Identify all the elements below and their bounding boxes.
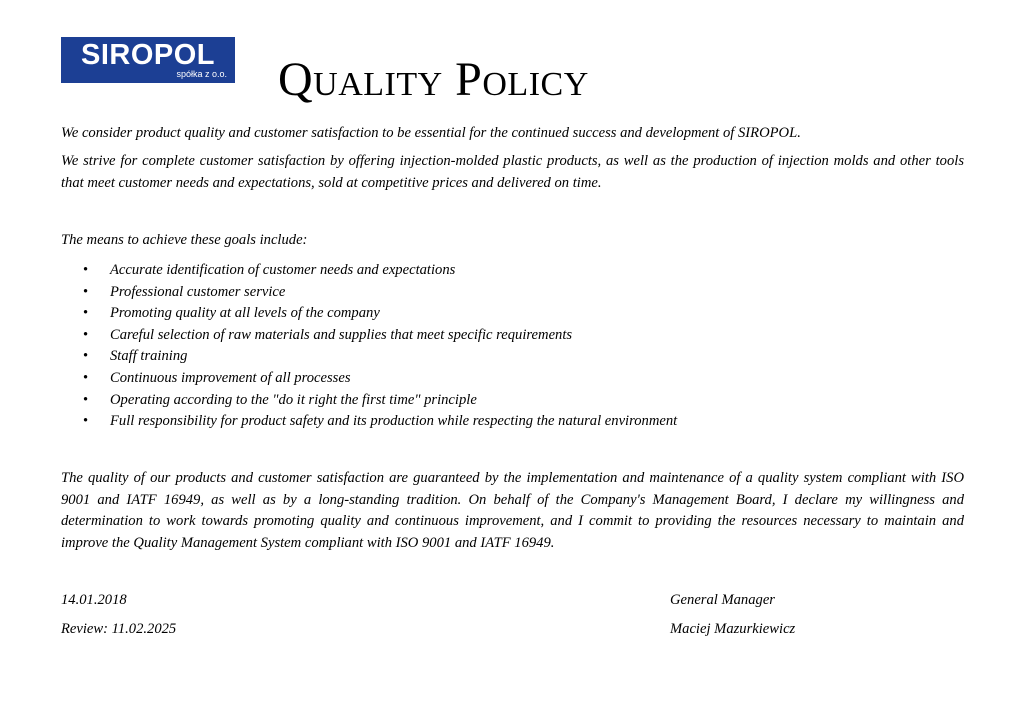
logo-name: SIROPOL [80,39,215,71]
company-logo [61,37,235,83]
signatory-name: Maciej Mazurkiewicz [670,621,796,637]
issue-date: 14.01.2018 [61,592,127,608]
list-item: • Full responsibility for product safety and its production while respecting the natural environment [61,411,677,433]
signatory-role: General Manager [670,592,775,608]
closing-paragraph: The quality of our products and customer satisfaction are guaranteed by the implementation and maintenance of a quality system compliant with ISO 9001 and IATF 16949, as well as by a long-standing tradition. On behalf of the Company's Management Board, I declare my willingness and determination to work towards promoting quality and continuous improvement, and I commit to providing the resources necessary to maintain and improve the Quality Management System compliant with ISO 9001 and IATF 16949. [61,470,964,551]
list-item: • Staff training [61,346,677,368]
goals-list [61,260,677,433]
list-item: • Continuous improvement of all processes [61,368,677,390]
page-title: Quality Policy [278,53,589,106]
list-item: • Operating according to the "do it right the first time" principle [61,390,677,412]
commitment-paragraph: We strive for complete customer satisfaction by offering injection-molded plastic products, as well as the production of injection molds and other tools that meet customer needs and expectations, sold at competitive prices and delivered on time. [61,153,964,191]
review-date: Review: 11.02.2025 [61,621,177,637]
intro-paragraph: We consider product quality and customer satisfaction to be essential for the continued success and development of SIROPOL. [61,125,801,141]
list-item: • Promoting quality at all levels of the company [61,303,677,325]
logo-subtitle: spółka z o.o. [176,69,227,79]
list-item: • Careful selection of raw materials and supplies that meet specific requirements [61,325,677,347]
list-item: • Professional customer service [61,282,677,304]
list-item: • Accurate identification of customer needs and expectations [61,260,677,282]
means-heading: The means to achieve these goals include: [61,232,308,248]
